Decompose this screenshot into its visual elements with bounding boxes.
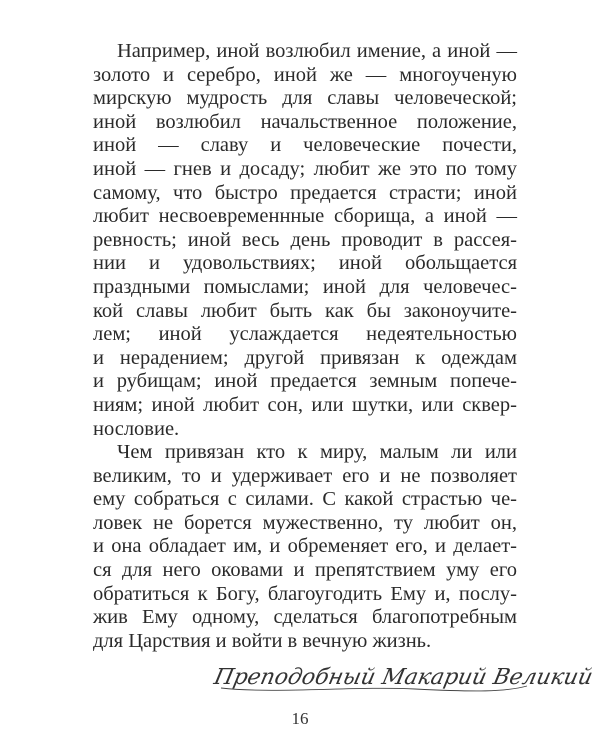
text-line: ловек не борется мужественно, ту любит он, — [93, 511, 517, 534]
text-line: для Царствия и войти в вечную жизнь. — [93, 629, 432, 652]
signature-text: Преподобный Макарий Великий — [211, 664, 596, 690]
text-line: ревность; иной весь день проводит в рассея- — [93, 228, 517, 251]
text-line: и нерадением; другой привязан к одеждам — [93, 346, 517, 369]
text-line: Чем привязан кто к миру, малым ли или — [117, 441, 517, 464]
text-line: иной возлюбил начальственное положение, — [93, 110, 517, 133]
text-line: кой славы любит быть как бы законоучите- — [93, 299, 517, 322]
text-line: ему собраться с силами. С какой страстью че- — [93, 488, 517, 511]
text-line: мирскую мудрость для славы человеческой; — [93, 87, 517, 110]
text-line: иной — гнев и досаду; любит же это по тому — [93, 157, 517, 180]
text-line: Например, иной возлюбил имение, а иной — — [117, 40, 517, 62]
text-line: и она обладает им, и обременяет его, и делает- — [93, 535, 517, 558]
page-number: 16 — [291, 709, 309, 728]
author-signature — [211, 656, 596, 698]
text-line: нословие. — [93, 417, 180, 440]
text-line: праздными помыслами; иной для человечес- — [93, 275, 517, 298]
text-line: иной — славу и человеческие почести, — [93, 134, 517, 157]
text-line: великим, то и удерживает его и не позволяет — [93, 464, 517, 487]
signature-flourish — [211, 656, 596, 698]
text-line: золото и серебро, иной же — многоученую — [93, 63, 517, 86]
text-line: и рубищам; иной предается земным попече- — [93, 370, 517, 393]
text-line: обратиться к Богу, благоугодить Ему и, послу- — [93, 582, 517, 605]
text-line: ся для него оковами и препятствием уму его — [93, 559, 517, 582]
main-text — [93, 40, 517, 653]
text-line: нии и удовольствиях; иной обольщается — [93, 252, 517, 275]
text-line: ниям; иной любит сон, или шутки, или сквер- — [93, 393, 517, 416]
text-line: лем; иной услаждается недеятельностью — [93, 323, 517, 346]
text-line: самому, что быстро предается страсти; иной — [93, 181, 517, 204]
text-line: любит несвоевременнные сборища, а иной — — [93, 205, 517, 228]
text-line: жив Ему одному, сделаться благопотребным — [93, 606, 517, 629]
